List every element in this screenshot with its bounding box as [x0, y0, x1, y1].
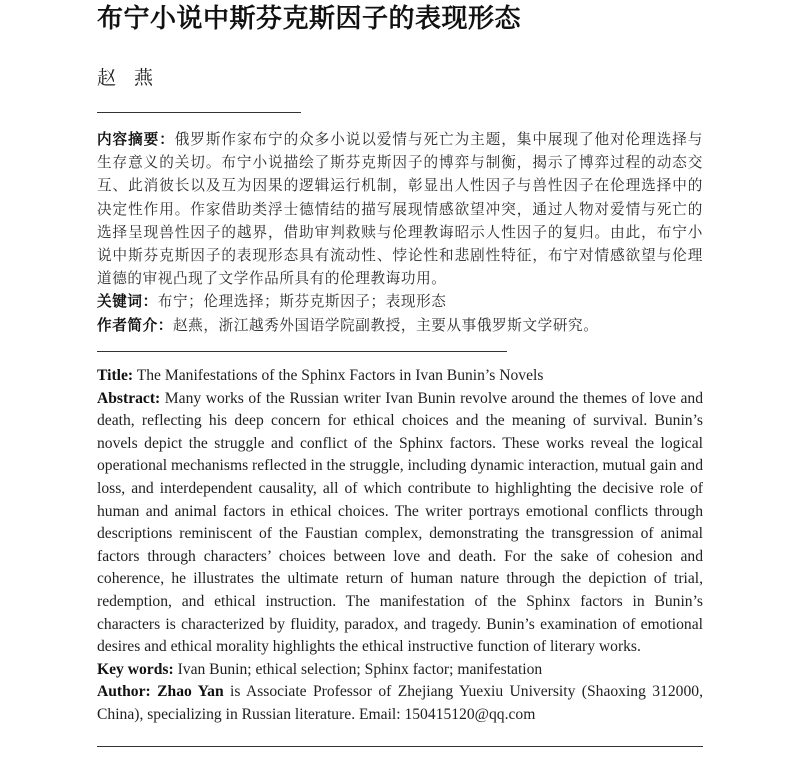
- chinese-author-text: 赵燕，浙江越秀外国语学院副教授，主要从事俄罗斯文学研究。: [172, 316, 599, 334]
- chinese-keywords-text: 布宁；伦理选择；斯芬克斯因子；表现形态: [157, 293, 447, 311]
- english-abstract: [97, 388, 703, 659]
- english-title-text: The Manifestations of the Sphinx Factors in Ivan Bunin’s Novels: [136, 367, 544, 384]
- chinese-abstract-section: [97, 128, 703, 337]
- section-divider: [97, 351, 507, 352]
- english-title-label: Title:: [97, 367, 134, 384]
- english-abstract-section: [97, 365, 703, 727]
- chinese-abstract-text: 俄罗斯作家布宁的众多小说以爱情与死亡为主题，集中展现了他对伦理选择与生存意义的关切。布宁小说描绘了斯芬克斯因子的博弈与制衡，揭示了博弈过程的动态交互、此消彼长以及互为因果的逻辑运行机制，彰显出人性因子与兽性因子在伦理选择中的决定性作用。作家借助类浮士德情结的描写展现情感欲望冲突，通过人物对爱情与死亡的选择呈现兽性因子的越界，借助审判救赎与伦理教诲昭示人性因子的复归。由此，布宁小说中斯芬克斯因子的表现形态具有流动性、悖论性和悲剧性特征，布宁对情感欲望与伦理道德的审视凸现了文学作品所具有的伦理教诲功用。: [97, 131, 703, 288]
- title-divider: [97, 112, 301, 113]
- chinese-author-bio: [97, 314, 703, 337]
- footer-divider: [97, 746, 703, 747]
- english-author-bio: [97, 681, 703, 726]
- english-abstract-text: Many works of the Russian writer Ivan Bunin revolve around the themes of love and death, reflecting his deep concern for ethical choices and the meaning of survival. Bunin’s novels depict the struggle and conflict of the Sphinx factors. These works reveal the logical operational mechanisms reflected in the struggle, including dynamic interaction, mutual gain and loss, and interdependent causality, all of which contribute to highlighting the decisive role of human and animal factors in ethical choices. The writer portrays emotional conflicts through descriptions reminiscent of the Faustian complex, demonstrating the transgression of animal factors through characters’ choices between love and death. For the sake of cohesion and coherence, he illustrates the ultimate return of human nature through the depiction of trial, redemption, and ethical instruction. The manifestation of the Sphinx factors in Bunin’s characters is characterized by fluidity, paradox, and tragedy. Bunin’s examination of emotional desires and ethical morality highlights the ethical instructive function of literary works.: [97, 389, 703, 656]
- english-keywords-text: Ivan Bunin; ethical selection; Sphinx factor; manifestation: [177, 660, 543, 678]
- chinese-abstract-label: 内容摘要：: [97, 131, 175, 148]
- chinese-author-label: 作者简介：: [97, 316, 173, 334]
- english-title: [97, 365, 703, 388]
- english-keywords-label: Key words:: [97, 660, 174, 678]
- chinese-abstract: [97, 128, 703, 290]
- chinese-keywords: [97, 290, 703, 313]
- english-keywords: [97, 659, 703, 682]
- article-title-chinese: 布宁小说中斯芬克斯因子的表现形态: [97, 4, 522, 34]
- english-author-text: is Associate Professor of Zhejiang Yuexiu University (Shaoxing 312000, China), specializing in Russian literature. Email: 150415120@qq.com: [97, 683, 703, 723]
- author-name-chinese: 赵燕: [97, 67, 172, 89]
- english-author-label: Author:: [97, 683, 151, 701]
- english-abstract-label: Abstract:: [97, 389, 161, 407]
- chinese-keywords-label: 关键词：: [97, 293, 158, 311]
- english-author-name: Zhao Yan: [157, 683, 224, 701]
